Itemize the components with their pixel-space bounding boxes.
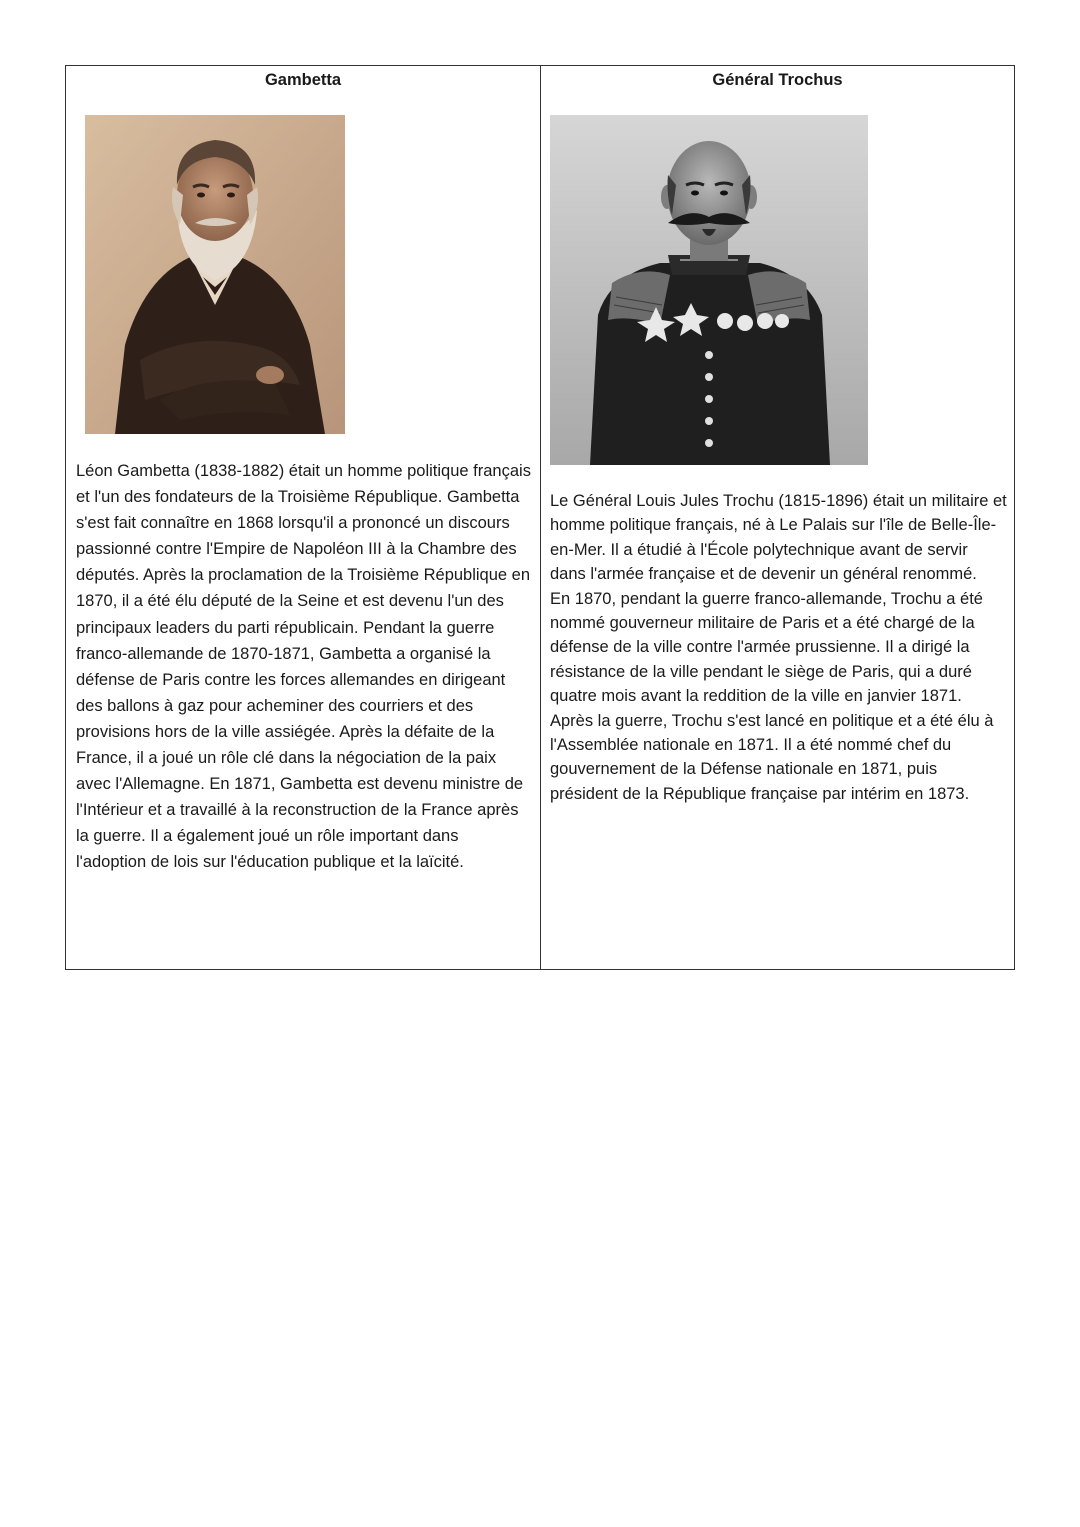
column-trochu (541, 66, 1014, 969)
portrait-trochu (550, 115, 868, 465)
column-title-trochu: Général Trochus (712, 71, 843, 89)
bio-gambetta (76, 458, 531, 876)
portrait-gambetta-icon (85, 115, 345, 434)
column-title-gambetta: Gambetta (264, 71, 342, 89)
portrait-trochu-icon (550, 115, 868, 465)
bio-trochu (550, 489, 1008, 806)
column-gambetta (66, 66, 541, 969)
bio-trochu-paragraph-2: En 1870, pendant la guerre franco-allemande, Trochu a été nommé gouverneur militaire de Paris et a été chargé de la défense de la ville contre l'armée prussienne. Il a dirigé la résistance de la ville pendant le siège de Paris, qui a duré quatre mois avant la reddition de la ville en janvier 1871. (550, 589, 983, 706)
portrait-gambetta (85, 115, 345, 434)
bio-gambetta-paragraph: Léon Gambetta (1838-1882) était un homme politique français et l'un des fondateurs de la Troisième République. Gambetta s'est fait connaître en 1868 lorsqu'il a prononcé un discours passionné contre l'Empire de Napoléon III à la Chambre des députés. Après la proclamation de la Troisième République en 1870, il a été élu député de la Seine et est devenu l'un des principaux leaders du parti républicain. Pendant la guerre franco-allemande de 1870-1871, Gambetta a organisé la défense de Paris contre les forces allemandes en dirigeant des ballons à gaz pour acheminer des courriers et des provisions hors de la ville assiégée. Après la défaite de la France, il a joué un rôle clé dans la négociation de la paix avec l'Allemagne. En 1871, Gambetta est devenu ministre de l'Intérieur et a travaillé à la reconstruction de la France après la guerre. Il a également joué un rôle important dans l'adoption de lois sur l'éducation publique et la laïcité. (76, 462, 531, 872)
bio-trochu-paragraph-1: Le Général Louis Jules Trochu (1815-1896) était un militaire et homme politique français, né à Le Palais sur l'île de Belle-Île-en-Mer. Il a étudié à l'École polytechnique avant de servir dans l'armée française et de devenir un général renommé. (550, 492, 1007, 584)
bio-trochu-paragraph-3: Après la guerre, Trochu s'est lancé en politique et a été élu à l'Assemblée nationale en 1871. Il a été nommé chef du gouvernement de la Défense nationale en 1871, puis président de la République française par intérim en 1873. (550, 711, 994, 803)
comparison-table (65, 65, 1015, 970)
